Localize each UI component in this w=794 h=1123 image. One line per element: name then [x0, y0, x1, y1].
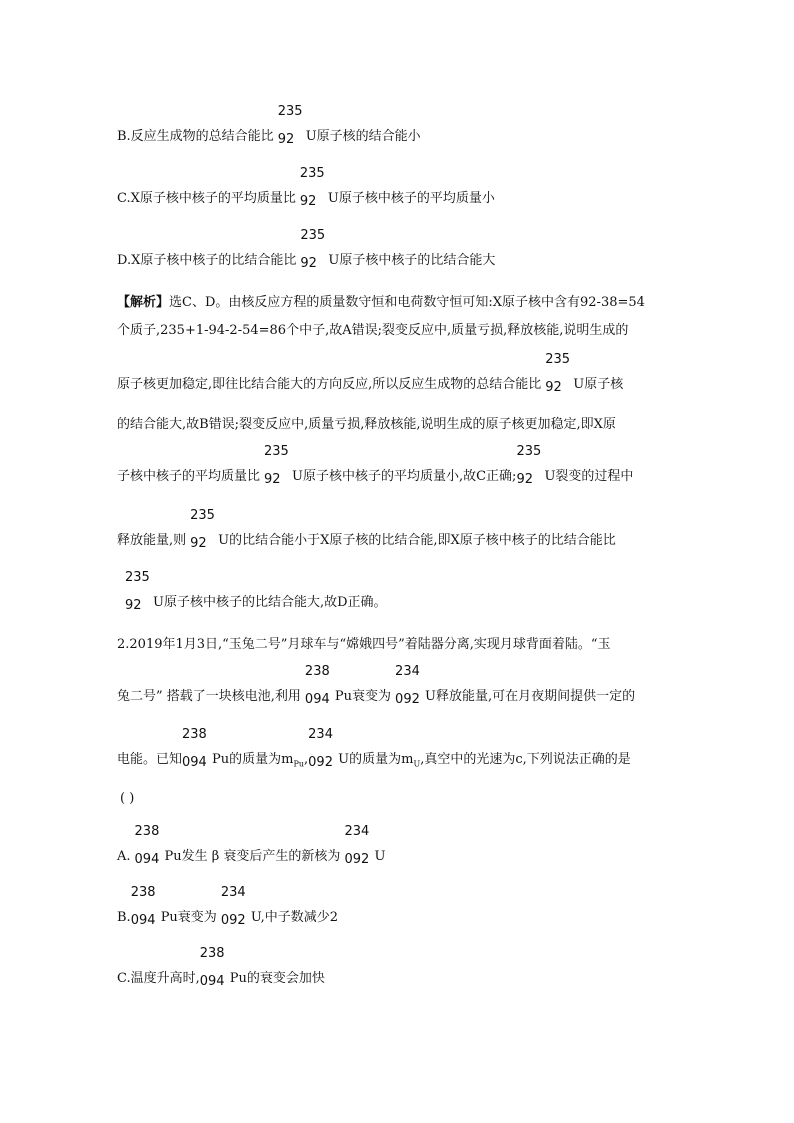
- nuclide-u235: 235 92: [299, 166, 325, 209]
- nuclide-u235: 235 92: [300, 228, 326, 271]
- question-text: 电能。已知: [117, 752, 183, 767]
- nuclide-pu238: 238 094: [182, 727, 207, 770]
- nuclide-u234: 234 092: [308, 727, 333, 770]
- analysis-text: U原子核: [573, 377, 624, 392]
- analysis-line-1: [117, 296, 645, 309]
- option-b: [117, 104, 421, 147]
- option-c-text: C.温度升高时,: [117, 971, 200, 986]
- option-a-text: Pu发生 β 衰变后产生的新核为: [164, 849, 341, 864]
- answer-blank: ( ): [120, 791, 135, 806]
- analysis-text: 子核中核子的平均质量比: [117, 469, 261, 484]
- analysis-line-6: [117, 508, 616, 551]
- nuclide-u235: 235 92: [264, 444, 289, 487]
- mass-subscript: Pu: [293, 759, 305, 769]
- analysis-tag: 【解析】: [117, 295, 170, 310]
- nuclide-u235: 235 92: [125, 570, 150, 613]
- option-c-2: [117, 946, 325, 989]
- question-text: ,真空中的光速为c,下列说法正确的是: [420, 752, 631, 767]
- analysis-text: 的结合能大,故B错误;裂变反应中,质量亏损,释放核能,说明生成的原子核更加稳定,即X原: [117, 417, 616, 432]
- analysis-line-5: [117, 444, 634, 487]
- option-b-text-end: U原子核的结合能小: [305, 129, 421, 144]
- nuclide-pu238: 238 094: [134, 824, 160, 867]
- nuclide-u234: 234 092: [220, 885, 246, 928]
- option-d-text-end: U原子核中核子的比结合能大: [328, 253, 496, 268]
- analysis-text: 释放能量,则: [117, 533, 187, 548]
- question-text: U的质量为m: [338, 752, 414, 767]
- question-text: 2.2019年1月3日,“玉兔二号”月球车与“嫦娥四号”着陆器分离,实现月球背面着陆。“玉: [117, 637, 611, 652]
- answer-paren: [120, 792, 134, 805]
- analysis-line-2: [117, 324, 628, 337]
- analysis-line-3: [117, 352, 624, 395]
- nuclide-pu238: 238 094: [304, 664, 330, 707]
- question-text: U释放能量,可在月夜期间提供一定的: [425, 689, 636, 704]
- option-c-text-end: Pu的衰变会加快: [229, 971, 325, 986]
- nuclide-u235: 235 92: [277, 104, 303, 147]
- nuclide-u234: 234 092: [344, 824, 370, 867]
- analysis-text: 原子核更加稳定,即往比结合能大的方向反应,所以反应生成物的总结合能比: [117, 377, 542, 392]
- analysis-line-7: [125, 570, 387, 613]
- nuclide-pu238: 238 094: [199, 946, 225, 989]
- option-c: [117, 166, 495, 209]
- analysis-line-4: [117, 418, 616, 431]
- question-text: 兔二号” 搭载了一块核电池,利用: [117, 689, 301, 704]
- question-2-line-3: [117, 727, 631, 770]
- analysis-text: U原子核中核子的比结合能大,故D正确。: [153, 595, 387, 610]
- question-text: Pu衰变为: [334, 689, 392, 704]
- analysis-text: U的比结合能小于X原子核的比结合能,即X原子核中核子的比结合能比: [218, 533, 616, 548]
- option-b-text: B.反应生成物的总结合能比: [117, 129, 274, 144]
- nuclide-pu238: 238 094: [130, 885, 156, 928]
- nuclide-u235: 235 92: [545, 352, 571, 395]
- option-d-text: D.X原子核中核子的比结合能比: [117, 253, 297, 268]
- analysis-text: U裂变的过程中: [544, 469, 634, 484]
- option-b-text-end: U,中子数减少2: [250, 910, 338, 925]
- question-2-line-1: [117, 638, 611, 651]
- option-b-label: B.: [117, 910, 131, 925]
- question-text: ,: [304, 752, 309, 767]
- option-a-label: A.: [117, 849, 131, 864]
- question-text: Pu的质量为m: [212, 752, 294, 767]
- option-a-text-end: U: [374, 849, 386, 864]
- question-2-line-2: [117, 664, 636, 707]
- option-d: [117, 228, 496, 271]
- option-c-text: C.X原子核中核子的平均质量比: [117, 191, 296, 206]
- nuclide-u235: 235 92: [516, 444, 542, 487]
- option-b-text: Pu衰变为: [160, 910, 217, 925]
- analysis-text: 选C、D。由核反应方程的质量数守恒和电荷数守恒可知:X原子核中含有92-38=54: [169, 295, 645, 310]
- nuclide-u235: 235 92: [190, 508, 215, 551]
- analysis-text: 个质子,235+1-94-2-54=86个中子,故A错误;裂变反应中,质量亏损,释放核能,说明生成的: [117, 323, 629, 338]
- option-a: [117, 824, 386, 867]
- analysis-text: U原子核中核子的平均质量小,故C正确;: [292, 469, 517, 484]
- option-c-text-end: U原子核中核子的平均质量小: [327, 191, 495, 206]
- nuclide-u234: 234 092: [395, 664, 420, 707]
- option-b-2: [117, 885, 338, 928]
- mass-subscript: U: [413, 759, 421, 769]
